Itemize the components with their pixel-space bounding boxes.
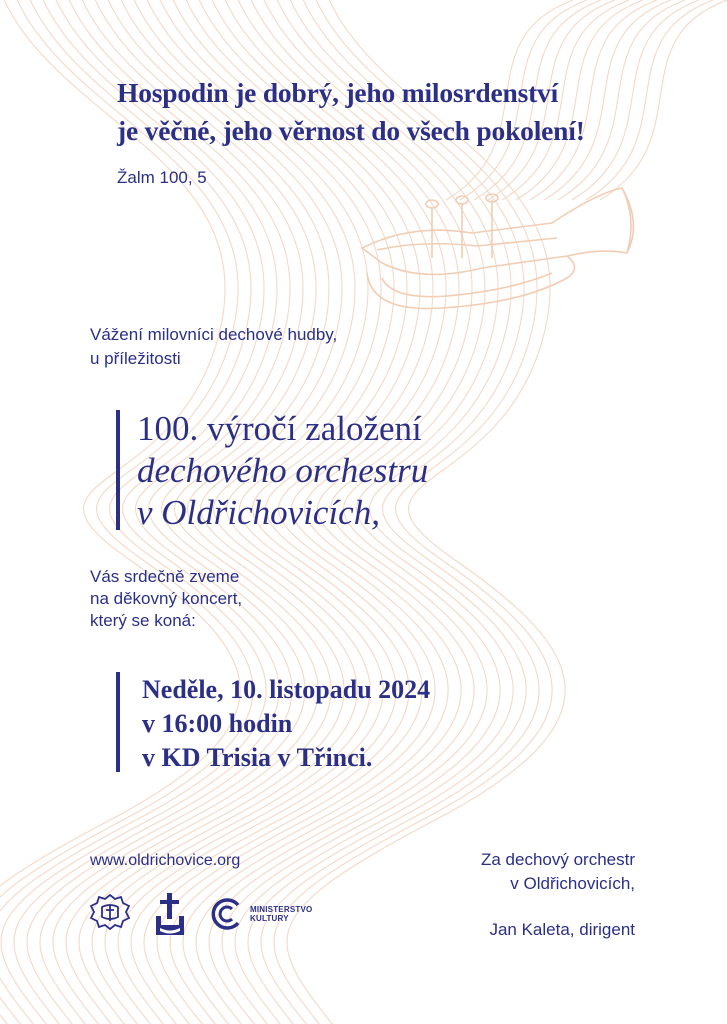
event-date: Neděle, 10. listopadu 2024 — [142, 675, 431, 704]
event-time: v 16:00 hodin — [142, 709, 293, 738]
invitation-line-2: na děkovný koncert, — [90, 589, 243, 608]
bible-quote — [117, 74, 677, 150]
event-details — [142, 673, 430, 775]
trumpet-illustration — [352, 178, 642, 328]
signature-line-1: Za dechový orchestr — [480, 850, 635, 869]
church-seal-logo — [88, 892, 132, 936]
ministry-of-culture-logo — [208, 896, 312, 932]
signature-line-2: v Oldřichovicích, — [510, 874, 635, 893]
ministry-emblem-icon — [208, 896, 244, 932]
greeting-line-2: u příležitosti — [90, 349, 181, 368]
accent-bar-event — [116, 672, 120, 772]
invitation-text — [90, 566, 242, 632]
ministry-name-line-2: KULTURY — [250, 914, 289, 923]
cross-church-logo — [154, 892, 186, 936]
signature-name: Jan Kaleta, dirigent — [489, 920, 635, 939]
anniversary-line-3: v Oldřichovicích, — [137, 493, 380, 532]
signature-block — [481, 848, 635, 942]
event-place: v KD Trisia v Třinci. — [142, 743, 373, 772]
anniversary-line-2: dechového orchestru — [137, 451, 429, 490]
ministry-name-line-1: MINISTERSTVO — [250, 905, 313, 914]
quote-line-1: Hospodin je dobrý, jeho milosrdenství — [117, 77, 559, 108]
greeting — [90, 323, 337, 371]
greeting-line-1: Vážení milovníci dechové hudby, — [90, 325, 338, 344]
quote-line-2: je věčné, jeho věrnost do všech pokolení! — [117, 115, 585, 146]
psalm-reference: Žalm 100, 5 — [117, 168, 207, 187]
anniversary-line-1: 100. výročí založení — [137, 409, 422, 448]
invitation-line-1: Vás srdečně zveme — [90, 567, 240, 586]
anniversary-heading — [137, 408, 557, 534]
invitation-line-3: který se koná: — [90, 611, 196, 630]
accent-bar-anniversary — [116, 410, 120, 530]
website-link[interactable]: www.oldrichovice.org — [90, 852, 241, 869]
partner-logos — [88, 892, 312, 936]
